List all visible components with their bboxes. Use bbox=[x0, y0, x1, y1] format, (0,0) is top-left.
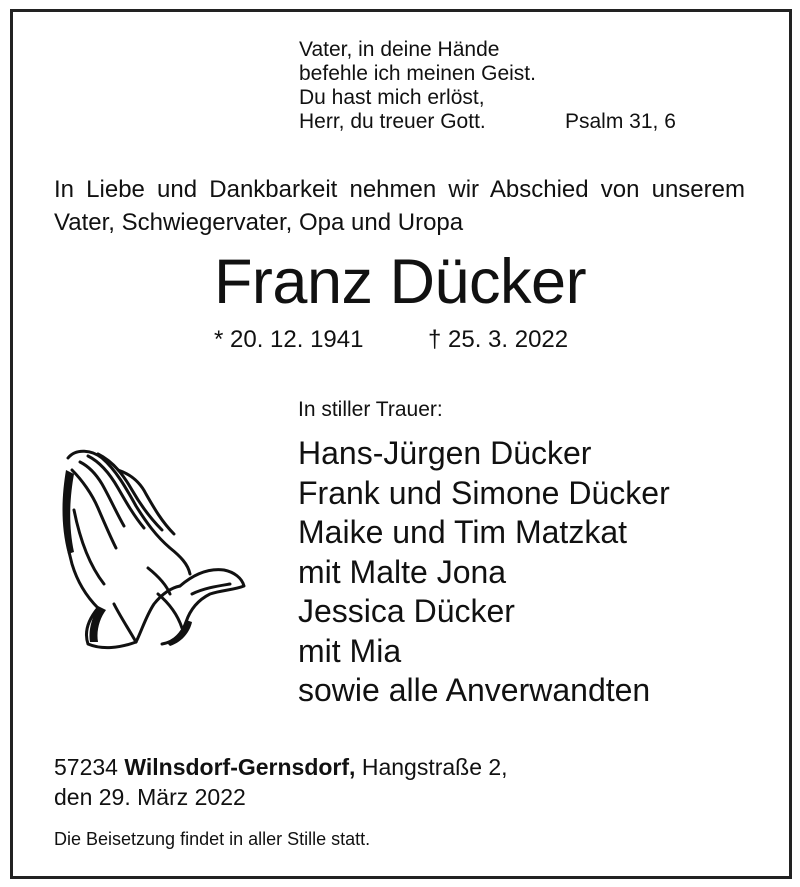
postal-code: 57234 bbox=[54, 754, 118, 780]
funeral-note: Die Beisetzung findet in aller Stille statt. bbox=[54, 829, 371, 849]
mourner-line: Hans-Jürgen Dücker bbox=[298, 435, 592, 471]
death-date: † 25. 3. 2022 bbox=[428, 326, 569, 353]
mourners-heading: In stiller Trauer: bbox=[298, 398, 443, 421]
verse-line: Herr, du treuer Gott. bbox=[299, 110, 486, 133]
address-block bbox=[54, 752, 508, 812]
bible-verse bbox=[299, 38, 536, 134]
deceased-name: Franz Dücker bbox=[213, 247, 587, 317]
intro-text: In Liebe und Dankbarkeit nehmen wir Abschied von unserem Vater, Schwiegervater, Opa und Uropa bbox=[54, 176, 745, 236]
mourner-line: mit Malte Jona bbox=[298, 553, 507, 590]
mourner-line: Jessica Dücker bbox=[298, 593, 515, 629]
mourner-line: sowie alle Anverwandten bbox=[298, 672, 651, 708]
mourner-line: Frank und Simone Dücker bbox=[298, 474, 670, 511]
verse-line: Du hast mich erlöst, bbox=[299, 86, 485, 109]
verse-reference: Psalm 31, 6 bbox=[565, 110, 676, 133]
praying-hands-icon bbox=[58, 444, 248, 654]
date-line: den 29. März 2022 bbox=[54, 784, 246, 810]
town-name: Wilnsdorf-Gernsdorf, bbox=[124, 754, 356, 780]
verse-line: befehle ich meinen Geist. bbox=[299, 62, 536, 85]
mourners-list bbox=[298, 434, 670, 711]
verse-line: Vater, in deine Hände bbox=[299, 38, 500, 61]
mourner-line: Maike und Tim Matzkat bbox=[298, 514, 627, 550]
birth-date: * 20. 12. 1941 bbox=[214, 326, 364, 353]
street: Hangstraße 2, bbox=[361, 754, 508, 780]
mourner-line: mit Mia bbox=[298, 632, 402, 669]
address-line bbox=[54, 752, 508, 782]
